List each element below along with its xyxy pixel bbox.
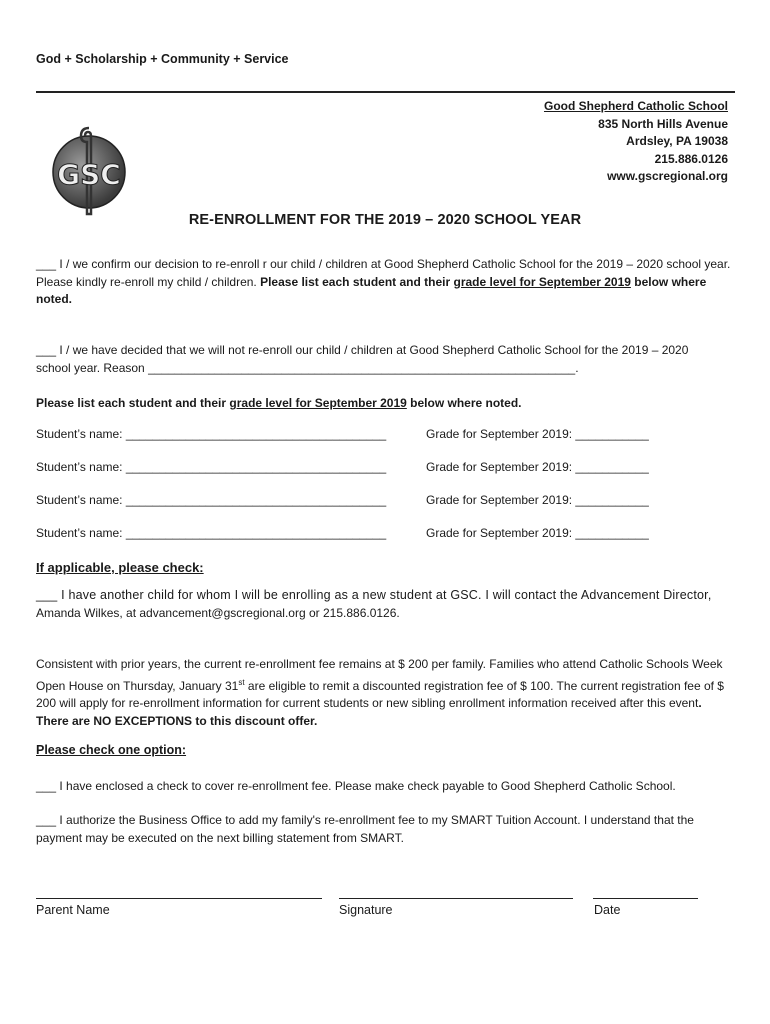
motto: God + Scholarship + Community + Service — [36, 52, 289, 66]
reenroll-grade-level: grade level for September 2019 — [453, 274, 631, 289]
applicable-heading: If applicable, please check: — [36, 560, 204, 575]
fee-superscript: st — [238, 677, 245, 687]
signature-line[interactable] — [339, 898, 573, 899]
parent-name-label: Parent Name — [36, 903, 110, 917]
not-reenroll-line1: ___ I / we have decided that we will not re-enroll our child / children at Good Shepherd Catholic School for the 2019 – 2020 — [36, 343, 689, 357]
date-line[interactable] — [593, 898, 698, 899]
city-state-zip: Ardsley, PA 19038 — [626, 134, 728, 148]
payment-option-smart[interactable]: ___ I authorize the Business Office to add my family's re-enrollment fee to my SMART Tuition Account. I understand that the payment may be executed on the next billing statement from SMART. — [36, 813, 694, 845]
school-address — [544, 98, 728, 186]
student-name-field[interactable]: Student’s name: _______________________________________ — [36, 460, 387, 474]
parent-name-line[interactable] — [36, 898, 322, 899]
student-name-field[interactable]: Student’s name: _______________________________________ — [36, 526, 387, 540]
fee-text-2: are eligible to remit a discounted registration fee of $ 100. The current registration fee of $ 200 will apply for re-enrollment information for current students or new sibling enrollment information received after this event — [36, 678, 724, 710]
not-reenroll-option[interactable] — [36, 342, 736, 377]
date-label: Date — [594, 903, 621, 917]
student-row — [36, 493, 736, 511]
list-instruction-grade-level: grade level for September 2019 — [229, 396, 407, 410]
reenroll-bold: Please list each student and their — [260, 274, 454, 289]
list-instruction-end: below where noted. — [406, 396, 522, 410]
school-name: Good Shepherd Catholic School — [543, 99, 728, 113]
student-grade-field[interactable]: Grade for September 2019: ___________ — [426, 460, 649, 474]
payment-option-check[interactable]: ___ I have enclosed a check to cover re-enrollment fee. Please make check payable to Good Shepherd Catholic School. — [36, 779, 676, 793]
new-student-text: ___ I have another child for whom I will be enrolling as a new student at GSC. I will contact the Advancement Director, — [36, 588, 712, 602]
student-grade-field[interactable]: Grade for September 2019: ___________ — [426, 526, 649, 540]
fee-text-1: Consistent with prior years, the current re-enrollment fee remains at $ 200 per family. Families who attend Catholic Schools Week Open House on Thursday, January 31 — [36, 657, 723, 693]
not-reenroll-line2: school year. Reason ________________________________________________________________. — [36, 360, 579, 375]
fee-paragraph — [36, 656, 736, 730]
payment-heading: Please check one option: — [36, 743, 187, 757]
reenroll-text: ___ I / we confirm our decision to re-enroll r our child / children at Good Shepherd Catholic School for the 2019 – 2020 school year. Please kindly re-enroll my child / children. — [36, 257, 731, 289]
student-grade-field[interactable]: Grade for September 2019: ___________ — [426, 493, 649, 507]
list-instruction-start: Please list each student and their — [36, 396, 230, 410]
school-logo — [50, 124, 128, 216]
reenroll-bold-end: below where noted. — [36, 274, 707, 306]
header-divider — [36, 91, 735, 93]
advancement-contact: Amanda Wilkes, at advancement@gscregional.org or 215.886.0126. — [36, 606, 400, 620]
list-instruction — [36, 395, 736, 413]
student-row — [36, 427, 736, 445]
form-title: RE-ENROLLMENT FOR THE 2019 – 2020 SCHOOL YEAR — [188, 212, 582, 228]
reenroll-option[interactable] — [36, 256, 736, 309]
street-address: 835 North Hills Avenue — [598, 116, 728, 131]
fee-no-exceptions: . There are NO EXCEPTIONS to this discount offer. — [36, 696, 702, 728]
student-row — [36, 460, 736, 478]
student-name-field[interactable]: Student’s name: _______________________________________ — [36, 427, 387, 441]
logo-text: GSC — [57, 158, 121, 191]
new-student-option[interactable] — [36, 586, 736, 622]
student-name-field[interactable]: Student’s name: _______________________________________ — [36, 493, 387, 507]
phone-number: 215.886.0126 — [654, 151, 728, 166]
student-grade-field[interactable]: Grade for September 2019: ___________ — [426, 427, 649, 441]
student-row — [36, 526, 736, 544]
signature-label: Signature — [339, 903, 393, 917]
website: www.gscregional.org — [607, 169, 728, 183]
